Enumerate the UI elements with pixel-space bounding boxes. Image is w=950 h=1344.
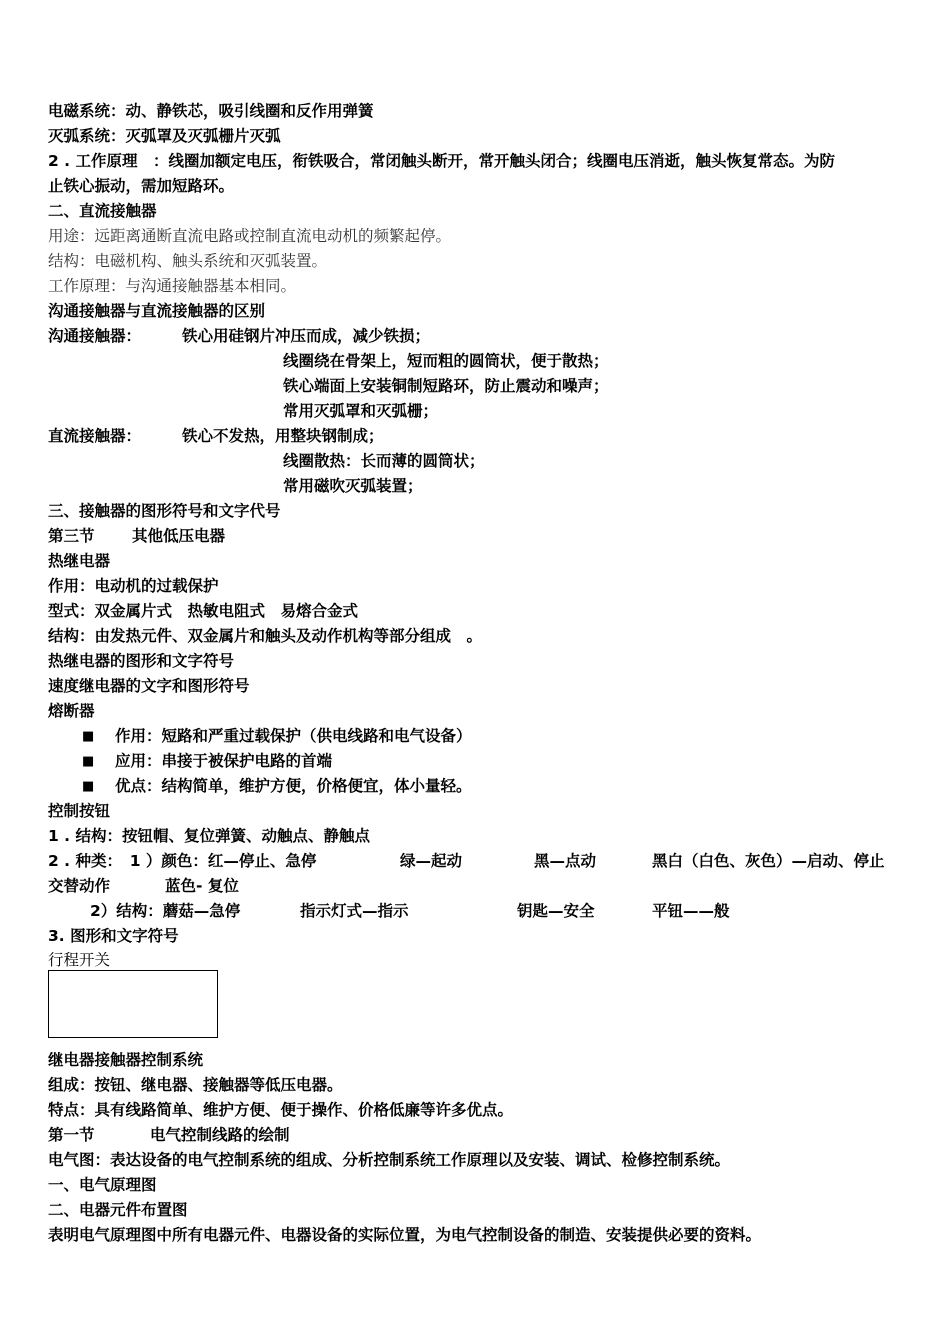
bullet-icon: ■ — [82, 729, 95, 744]
list-item-text: 应用：串接于被保护电路的首端 — [115, 752, 333, 770]
color-type: 黑白（白色、灰色）—启动、停止 — [652, 852, 885, 870]
list-item-text: 作用：短路和严重过载保护（供电线路和电气设备） — [115, 727, 472, 745]
term-text: 铁心用硅钢片冲压而成，减少铁损； — [182, 327, 431, 345]
section-heading: 沟通接触器与直流接触器的区别 — [48, 302, 266, 320]
term-label: 直流接触器： — [48, 427, 142, 445]
text-line: 电磁系统：动、静铁芯，吸引线圈和反作用弹簧 — [48, 102, 374, 120]
text-line: 线圈绕在骨架上，短而粗的圆筒状，便于散热； — [283, 352, 609, 370]
text-line: 灭弧系统：灭弧罩及灭弧栅片灭弧 — [48, 127, 281, 145]
term-text: 铁心不发热，用整块钢制成； — [182, 427, 384, 445]
section-heading: 熔断器 — [48, 702, 95, 720]
text-line: 常用灭弧罩和灭弧栅； — [283, 402, 439, 420]
text-line: 速度继电器的文字和图形符号 — [48, 677, 250, 695]
text-line: 结构：电磁机构、触头系统和灭弧装置。 — [48, 252, 328, 270]
section-heading: 二、直流接触器 — [48, 202, 157, 220]
text-line: 热继电器的图形和文字符号 — [48, 652, 235, 670]
text-line: 特点：具有线路简单、维护方便、便于操作、价格低廉等许多优点。 — [48, 1101, 514, 1119]
text-line: 作用：电动机的过载保护 — [48, 577, 219, 595]
section-heading: 行程开关 — [48, 951, 111, 969]
section-heading: 控制按钮 — [48, 802, 111, 820]
section-heading: 一、电气原理图 — [48, 1176, 157, 1194]
structure-type: 钥匙—安全 — [517, 902, 595, 920]
figure-placeholder-box — [48, 970, 218, 1038]
bullet-icon: ■ — [82, 779, 95, 794]
color-type: 绿—起动 — [400, 852, 463, 870]
section-heading: 三、接触器的图形符号和文字代号 — [48, 502, 281, 520]
structure-type: 2）结构：蘑菇—急停 — [90, 902, 241, 920]
section-heading: 继电器接触器控制系统 — [48, 1051, 204, 1069]
section-title: 其他低压电器 — [132, 527, 226, 545]
text-line: 表明电气原理图中所有电器元件、电器设备的实际位置，为电气控制设备的制造、安装提供必要的资料。 — [48, 1226, 762, 1244]
bullet-icon: ■ — [82, 754, 95, 769]
text-line: 止铁心振动，需加短路环。 — [48, 177, 235, 195]
term-label: 沟通接触器： — [48, 327, 142, 345]
text-line: 工作原理：与沟通接触器基本相同。 — [48, 277, 297, 295]
text-line: 常用磁吹灭弧装置； — [283, 477, 423, 495]
text-line: 型式：双金属片式 热敏电阻式 易熔合金式 — [48, 602, 359, 620]
structure-type: 指示灯式—指示 — [300, 902, 409, 920]
color-type: 蓝色- 复位 — [165, 877, 239, 895]
text-line: 3. 图形和文字符号 — [48, 927, 179, 945]
color-type: 黑—点动 — [534, 852, 597, 870]
section-heading: 热继电器 — [48, 552, 111, 570]
text-line: 2 . 工作原理 ：线圈加额定电压，衔铁吸合，常闭触头断开，常开触头闭合；线圈电压消逝，触头恢复常态。为防 — [48, 152, 835, 170]
text-line: 组成：按钮、继电器、接触器等低压电器。 — [48, 1076, 343, 1094]
text-line: 铁心端面上安装铜制短路环，防止震动和噪声； — [283, 377, 609, 395]
section-heading: 二、电器元件布置图 — [48, 1201, 188, 1219]
text-line: 结构：由发热元件、双金属片和触头及动作机构等部分组成 。 — [48, 627, 483, 645]
text-line: 线圈散热：长而薄的圆筒状； — [283, 452, 485, 470]
section-title: 电气控制线路的绘制 — [150, 1126, 290, 1144]
list-item-text: 优点：结构简单，维护方便，价格便宜，体小量轻。 — [115, 777, 472, 795]
section-number: 第一节 — [48, 1126, 95, 1144]
color-type: 交替动作 — [48, 877, 111, 895]
structure-type: 平钮——般 — [652, 902, 730, 920]
text-line: 用途：远距离通断直流电路或控制直流电动机的频繁起停。 — [48, 227, 452, 245]
text-line: 电气图：表达设备的电气控制系统的组成、分析控制系统工作原理以及安装、调试、检修控制系统。 — [48, 1151, 731, 1169]
text-line: 1 . 结构：按钮帽、复位弹簧、动触点、静触点 — [48, 827, 370, 845]
section-number: 第三节 — [48, 527, 95, 545]
color-type: 2 . 种类： 1 ）颜色：红—停止、急停 — [48, 852, 317, 870]
